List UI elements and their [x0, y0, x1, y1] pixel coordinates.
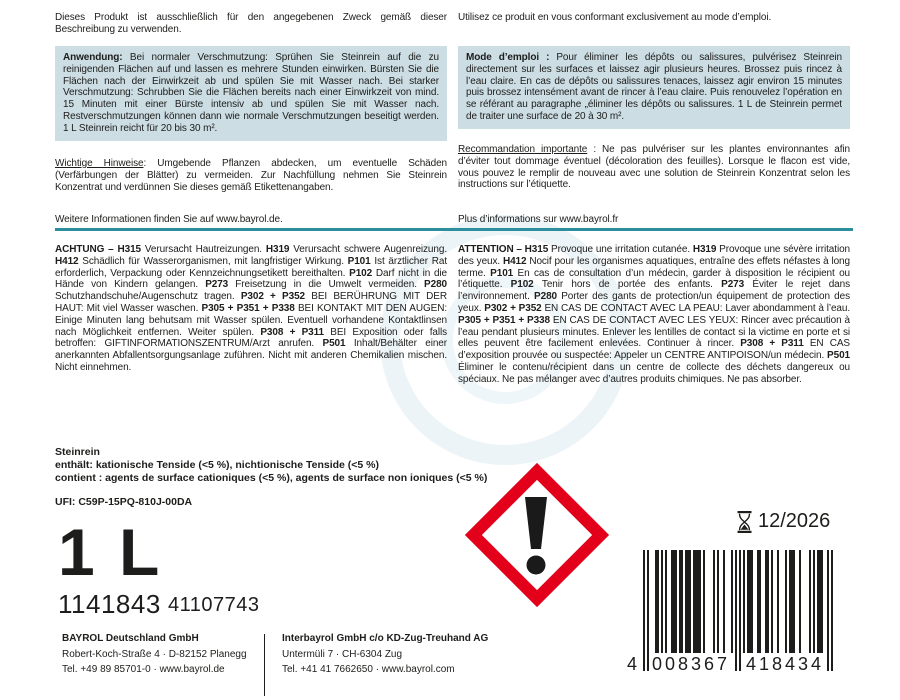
address-ch	[282, 631, 488, 678]
hazard-statements-de: ACHTUNG – H315 Verursacht Hautreizungen. H319 Verursacht schwere Augenreizung. H412 Schädlich für Wasserorganismen, mit langfristiger Wirkung. P101 Ist ärztlicher Rat erforderlich, Verpackung oder Kennzeichnungsetikett bereithalten. P102 Darf nicht in die Hände von Kindern gelangen. P273 Freisetzung in die Umwelt vermeiden. P280 Schutzhandschuhe/Augenschutz tragen. P302 + P352 BEI BERÜHRUNG MIT DER HAUT: Mit viel Wasser waschen. P305 + P351 + P338 BEI KONTAKT MIT DEN AUGEN: Einige Minuten lang behutsam mit Wasser spülen. Eventuell vorhandene Kontaktlinsen nach Möglichkeit entfernen. Weiter spülen. P308 + P311 BEI Exposition oder falls betroffen: GIFTINFORMATIONSZENTRUM/Arzt anrufen. P501 Inhalt/Behälter einer anerkannten Abfallentsorgungsanlage zuführen. Nicht mit anderen Chemikalien mischen. Nicht einnehmen.	[55, 244, 447, 373]
article-number-2: 41107743	[168, 594, 260, 616]
hazard-statements-fr: ATTENTION – H315 Provoque une irritation cutanée. H319 Provoque une sévère irritation des yeux. H412 Nocif pour les organismes aquatiques, entraîne des effets néfastes à long terme. P101 En cas de consultation d’un médecin, garder à disposition le récipient ou l’étiquette. P102 Tenir hors de portée des enfants. P273 Éviter le rejet dans l’environnement. P280 Porter des gants de protection/un équipement de protection des yeux. P302 + P352 EN CAS DE CONTACT AVEC LA PEAU: Laver abondamment à l’eau. P305 + P351 + P338 EN CAS DE CONTACT AVEC LES YEUX: Rincer avec précaution à l’eau pendant plusieurs minutes. Enlever les lentilles de contact si la victime en porte et si elles peuvent être facilement enlevées. Continuer à rincer. P308 + P311 EN CAS d’exposition prouvée ou suspectée: Appeler un CENTRE ANTIPOISON/un médecin. P501 Éliminer le contenu/récipient dans un centre de collecte des déchets dangereux ou spéciaux. Ne pas mélanger avec d’autres produits chimiques. Ne pas absorber.	[458, 244, 851, 385]
composition-block	[55, 446, 525, 485]
barcode	[627, 550, 833, 676]
product-name: Steinrein	[55, 446, 100, 458]
exclamation-mark-icon	[514, 497, 558, 575]
important-notes-de: Wichtige Hinweise: Umgebende Pflanzen abdecken, um eventuelle Schäden (Verfärbungen der Blätter) zu vermeiden. Zur Nachfüllung nehmen Sie Steinrein Konzentrat und verdünnen Sie dieses gemäß Etikettenangaben.	[55, 158, 447, 193]
company-street-de: Robert-Koch-Straße 4 · D-82152 Planegg	[62, 648, 247, 660]
company-street-ch: Untermüli 7 · CH-6304 Zug	[282, 648, 403, 660]
website-de: Weitere Informationen finden Sie auf www.bayrol.de.	[55, 214, 283, 225]
article-number-1: 1141843	[58, 589, 161, 619]
ingredients-fr: contient : agents de surface cationiques (<5 %), agents de surface non ioniques (<5 %)	[55, 472, 488, 484]
website-fr: Plus d’informations sur www.bayrol.fr	[458, 214, 619, 225]
company-tel-ch: Tel. +41 41 7662650 · www.bayrol.com	[282, 664, 455, 675]
address-de	[62, 631, 247, 678]
usage-box-de: Anwendung: Bei normaler Verschmutzung: Sprühen Sie Steinrein auf die zu reinigenden Flächen auf und lassen es mehrere Stunden einwirken. Bürsten Sie die Flächen nach der Einwirkzeit ab und spülen Sie mit Wasser nach. Bei starker Verschmutzung: Schrubben Sie die Flächen bereits nach einer Einwirkzeit von mind. 15 Minuten mit einer Bürste intensiv ab und spülen Sie mit Wasser nach. Restverschmutzungen können dann wie normale Verschmutzungen beseitigt werden. 1 L Steinrein reicht für 20 bis 30 m².	[55, 46, 447, 141]
barcode-digits-left: 008367	[651, 654, 731, 674]
hourglass-icon	[737, 511, 752, 533]
usage-box-fr: Mode d’emploi : Pour éliminer les dépôts ou salissures, pulvérisez Steinrein directement sur les surfaces et laissez agir plusieurs heures. Brossez puis rincez à l’eau claire. En cas de dépôts ou salissures tenaces, laissez agir environ 15 minutes puis brossez intensément avant de rincer à l’eau claire. Puis renouvelez l’opération en se référant au paragraphe „éliminer les dépôts ou salissures. 1 L de Steinrein permet de traiter une surface de 20 à 30 m².	[458, 46, 850, 129]
important-notes-fr: Recommandation importante : Ne pas pulvériser sur les plantes environnantes afin d’éviter tout dommage éventuel (décoloration des feuilles). Lorsque le flacon est vide, vous pouvez le remplir de nouveau avec une solution de Steinrein Konzentrat selon les instructions sur l’étiquette.	[458, 144, 851, 191]
intro-fr: Utilisez ce produit en vous conformant exclusivement au mode d’emploi.	[458, 12, 772, 23]
barcode-digits-right: 418434	[745, 654, 825, 674]
company-name-ch: Interbayrol GmbH c/o KD-Zug-Treuhand AG	[282, 633, 489, 644]
volume: 1 L	[58, 515, 163, 589]
expiry-block	[737, 510, 830, 533]
address-divider	[264, 634, 265, 696]
barcode-lead-digit: 4	[627, 654, 638, 674]
company-tel-de: Tel. +49 89 85701-0 · www.bayrol.de	[62, 664, 225, 675]
section-divider	[55, 228, 853, 231]
intro-de: Dieses Produkt ist ausschließlich für den angegebenen Zweck gemäß dieser Beschreibung zu verwenden.	[55, 12, 447, 35]
company-name-de: BAYROL Deutschland GmbH	[62, 633, 199, 644]
expiry-date: 12/2026	[758, 510, 831, 532]
ingredients-de: enthält: kationische Tenside (<5 %), nichtionische Tenside (<5 %)	[55, 459, 380, 471]
ufi-code: UFI: C59P-15PQ-810J-00DA	[55, 496, 193, 508]
